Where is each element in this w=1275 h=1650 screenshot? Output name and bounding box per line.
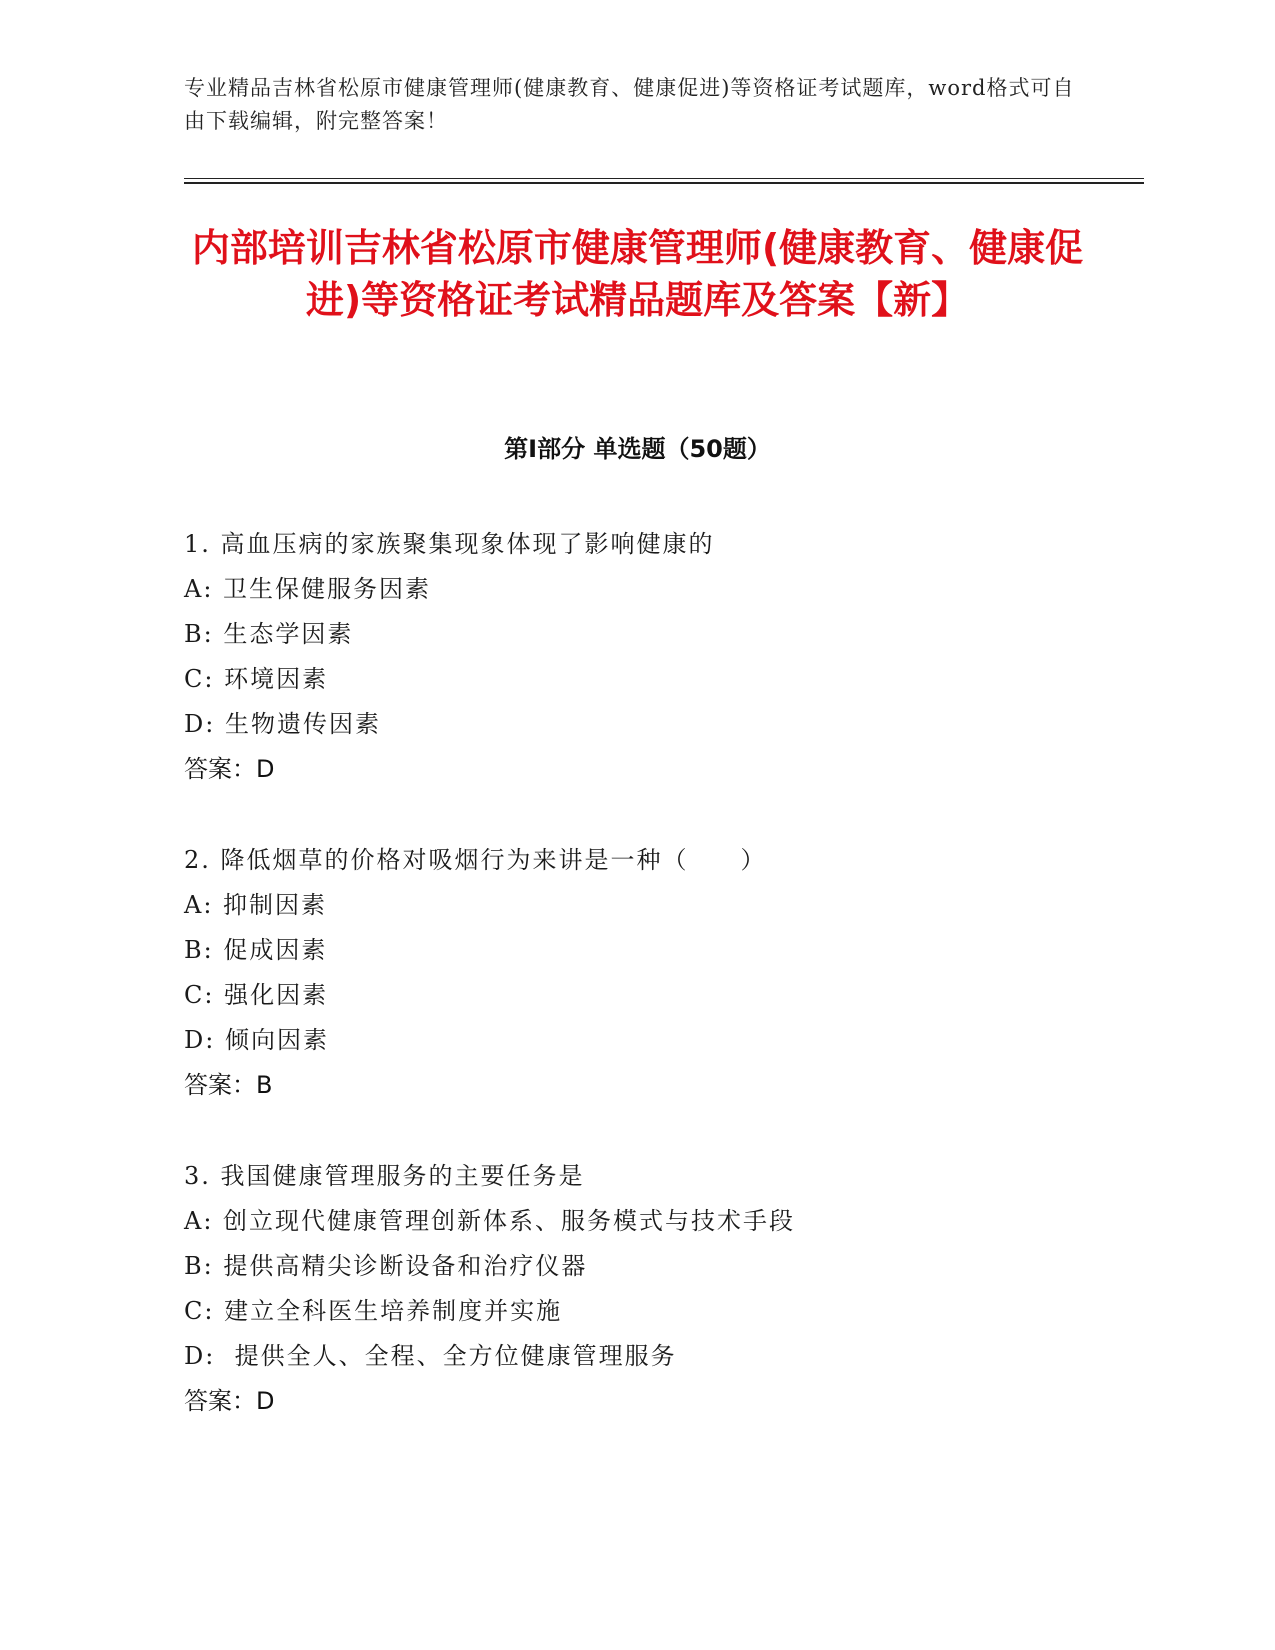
question-1 <box>184 522 1134 792</box>
question-2 <box>184 838 1134 1108</box>
question-list <box>184 522 1134 1470</box>
option-c: C: 强化因素 <box>184 981 329 1009</box>
header-note: 专业精品吉林省松原市健康管理师(健康教育、健康促进)等资格证考试题库，word格式可自由下载编辑，附完整答案！ <box>184 76 1075 133</box>
option-a: A: 创立现代健康管理创新体系、服务模式与技术手段 <box>184 1207 796 1235</box>
header-rule-thin <box>184 178 1144 179</box>
option-a: A: 卫生保健服务因素 <box>184 575 432 603</box>
option-c: C: 环境因素 <box>184 665 329 693</box>
answer: 答案：D <box>184 1387 275 1415</box>
answer: 答案：B <box>184 1071 273 1099</box>
question-stem: 1. 高血压病的家族聚集现象体现了影响健康的 <box>184 530 715 558</box>
header-rule-thick <box>184 182 1144 184</box>
option-b: B: 促成因素 <box>184 936 328 964</box>
option-d: D: 提供全人、全程、全方位健康管理服务 <box>184 1342 677 1370</box>
option-d: D: 倾向因素 <box>184 1026 329 1054</box>
question-3 <box>184 1154 1134 1424</box>
question-stem: 2. 降低烟草的价格对吸烟行为来讲是一种（ ） <box>184 846 767 874</box>
option-d: D: 生物遗传因素 <box>184 710 381 738</box>
option-b: B: 提供高精尖诊断设备和治疗仪器 <box>184 1252 588 1280</box>
option-b: B: 生态学因素 <box>184 620 354 648</box>
option-a: A: 抑制因素 <box>184 891 328 919</box>
question-stem: 3. 我国健康管理服务的主要任务是 <box>184 1162 585 1190</box>
section-title: 第Ⅰ部分 单选题（50题） <box>504 435 771 463</box>
option-c: C: 建立全科医生培养制度并实施 <box>184 1297 563 1325</box>
answer: 答案：D <box>184 755 275 783</box>
document-title: 内部培训吉林省松原市健康管理师(健康教育、健康促进)等资格证考试精品题库及答案【新】 <box>191 226 1084 322</box>
